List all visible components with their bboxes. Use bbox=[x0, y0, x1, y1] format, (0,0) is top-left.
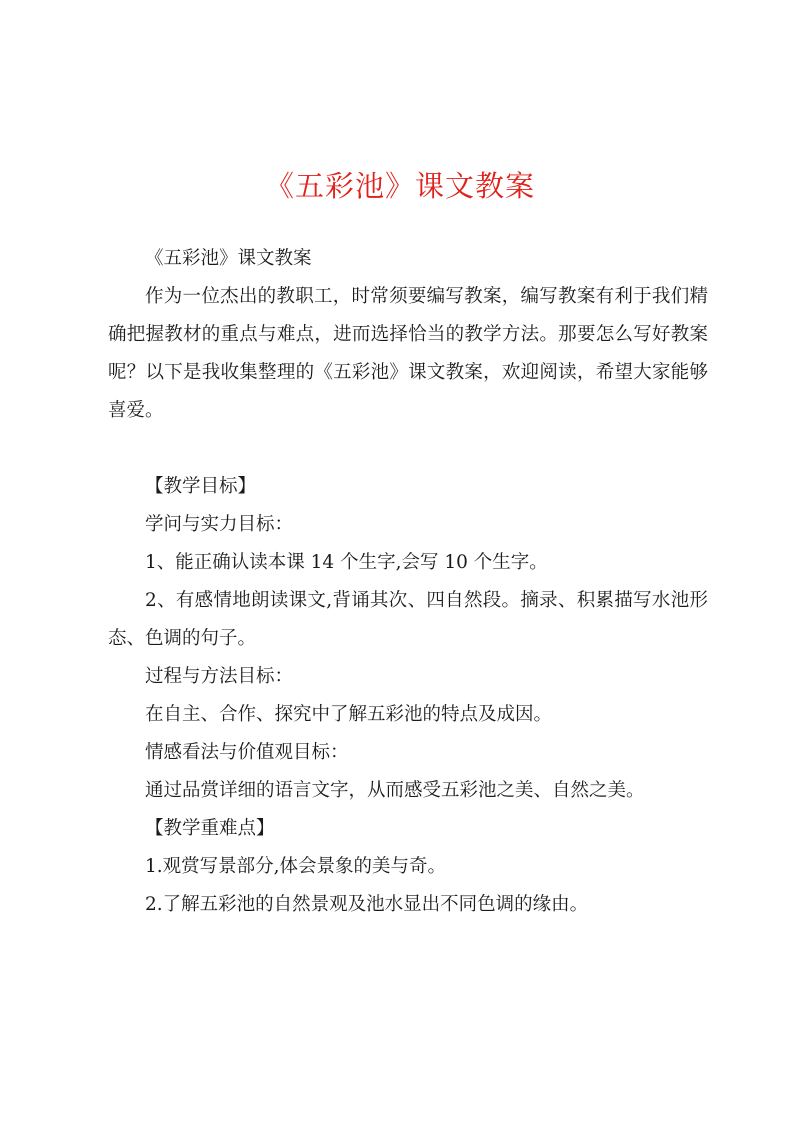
subtitle-paragraph: 《五彩池》课文教案 bbox=[145, 248, 312, 269]
paragraph-spacer bbox=[108, 430, 708, 468]
difficulty-item-2: 2.了解五彩池的自然景观及池水显出不同色调的缘由。 bbox=[145, 894, 589, 915]
objective-item-1: 1、能正确认读本课 14 个生字,会写 10 个生字。 bbox=[145, 552, 548, 573]
objectives-heading: 【教学目标】 bbox=[145, 476, 257, 497]
objective-item-2: 2、有感情地朗读课文,背诵其次、四自然段。摘录、积累描写水池形态、色调的句子。 bbox=[108, 590, 708, 649]
knowledge-heading: 学问与实力目标： bbox=[145, 514, 294, 535]
difficulty-heading: 【教学重难点】 bbox=[145, 818, 275, 839]
emotion-heading: 情感看法与价值观目标： bbox=[145, 742, 349, 763]
document-body bbox=[108, 240, 708, 924]
document-title: 《五彩池》课文教案 bbox=[264, 169, 535, 203]
emotion-text: 通过品赏详细的语言文字，从而感受五彩池之美、自然之美。 bbox=[145, 780, 645, 801]
intro-paragraph: 作为一位杰出的教职工，时常须要编写教案，编写教案有利于我们精确把握教材的重点与难点，进而选择恰当的教学方法。那要怎么写好教案呢？以下是我收集整理的《五彩池》课文教案，欢迎阅读，希望大家能够喜爱。 bbox=[108, 286, 708, 421]
difficulty-item-1: 1.观赏写景部分,体会景象的美与奇。 bbox=[145, 856, 447, 877]
process-heading: 过程与方法目标： bbox=[145, 666, 294, 687]
process-text: 在自主、合作、探究中了解五彩池的特点及成因。 bbox=[145, 704, 553, 725]
